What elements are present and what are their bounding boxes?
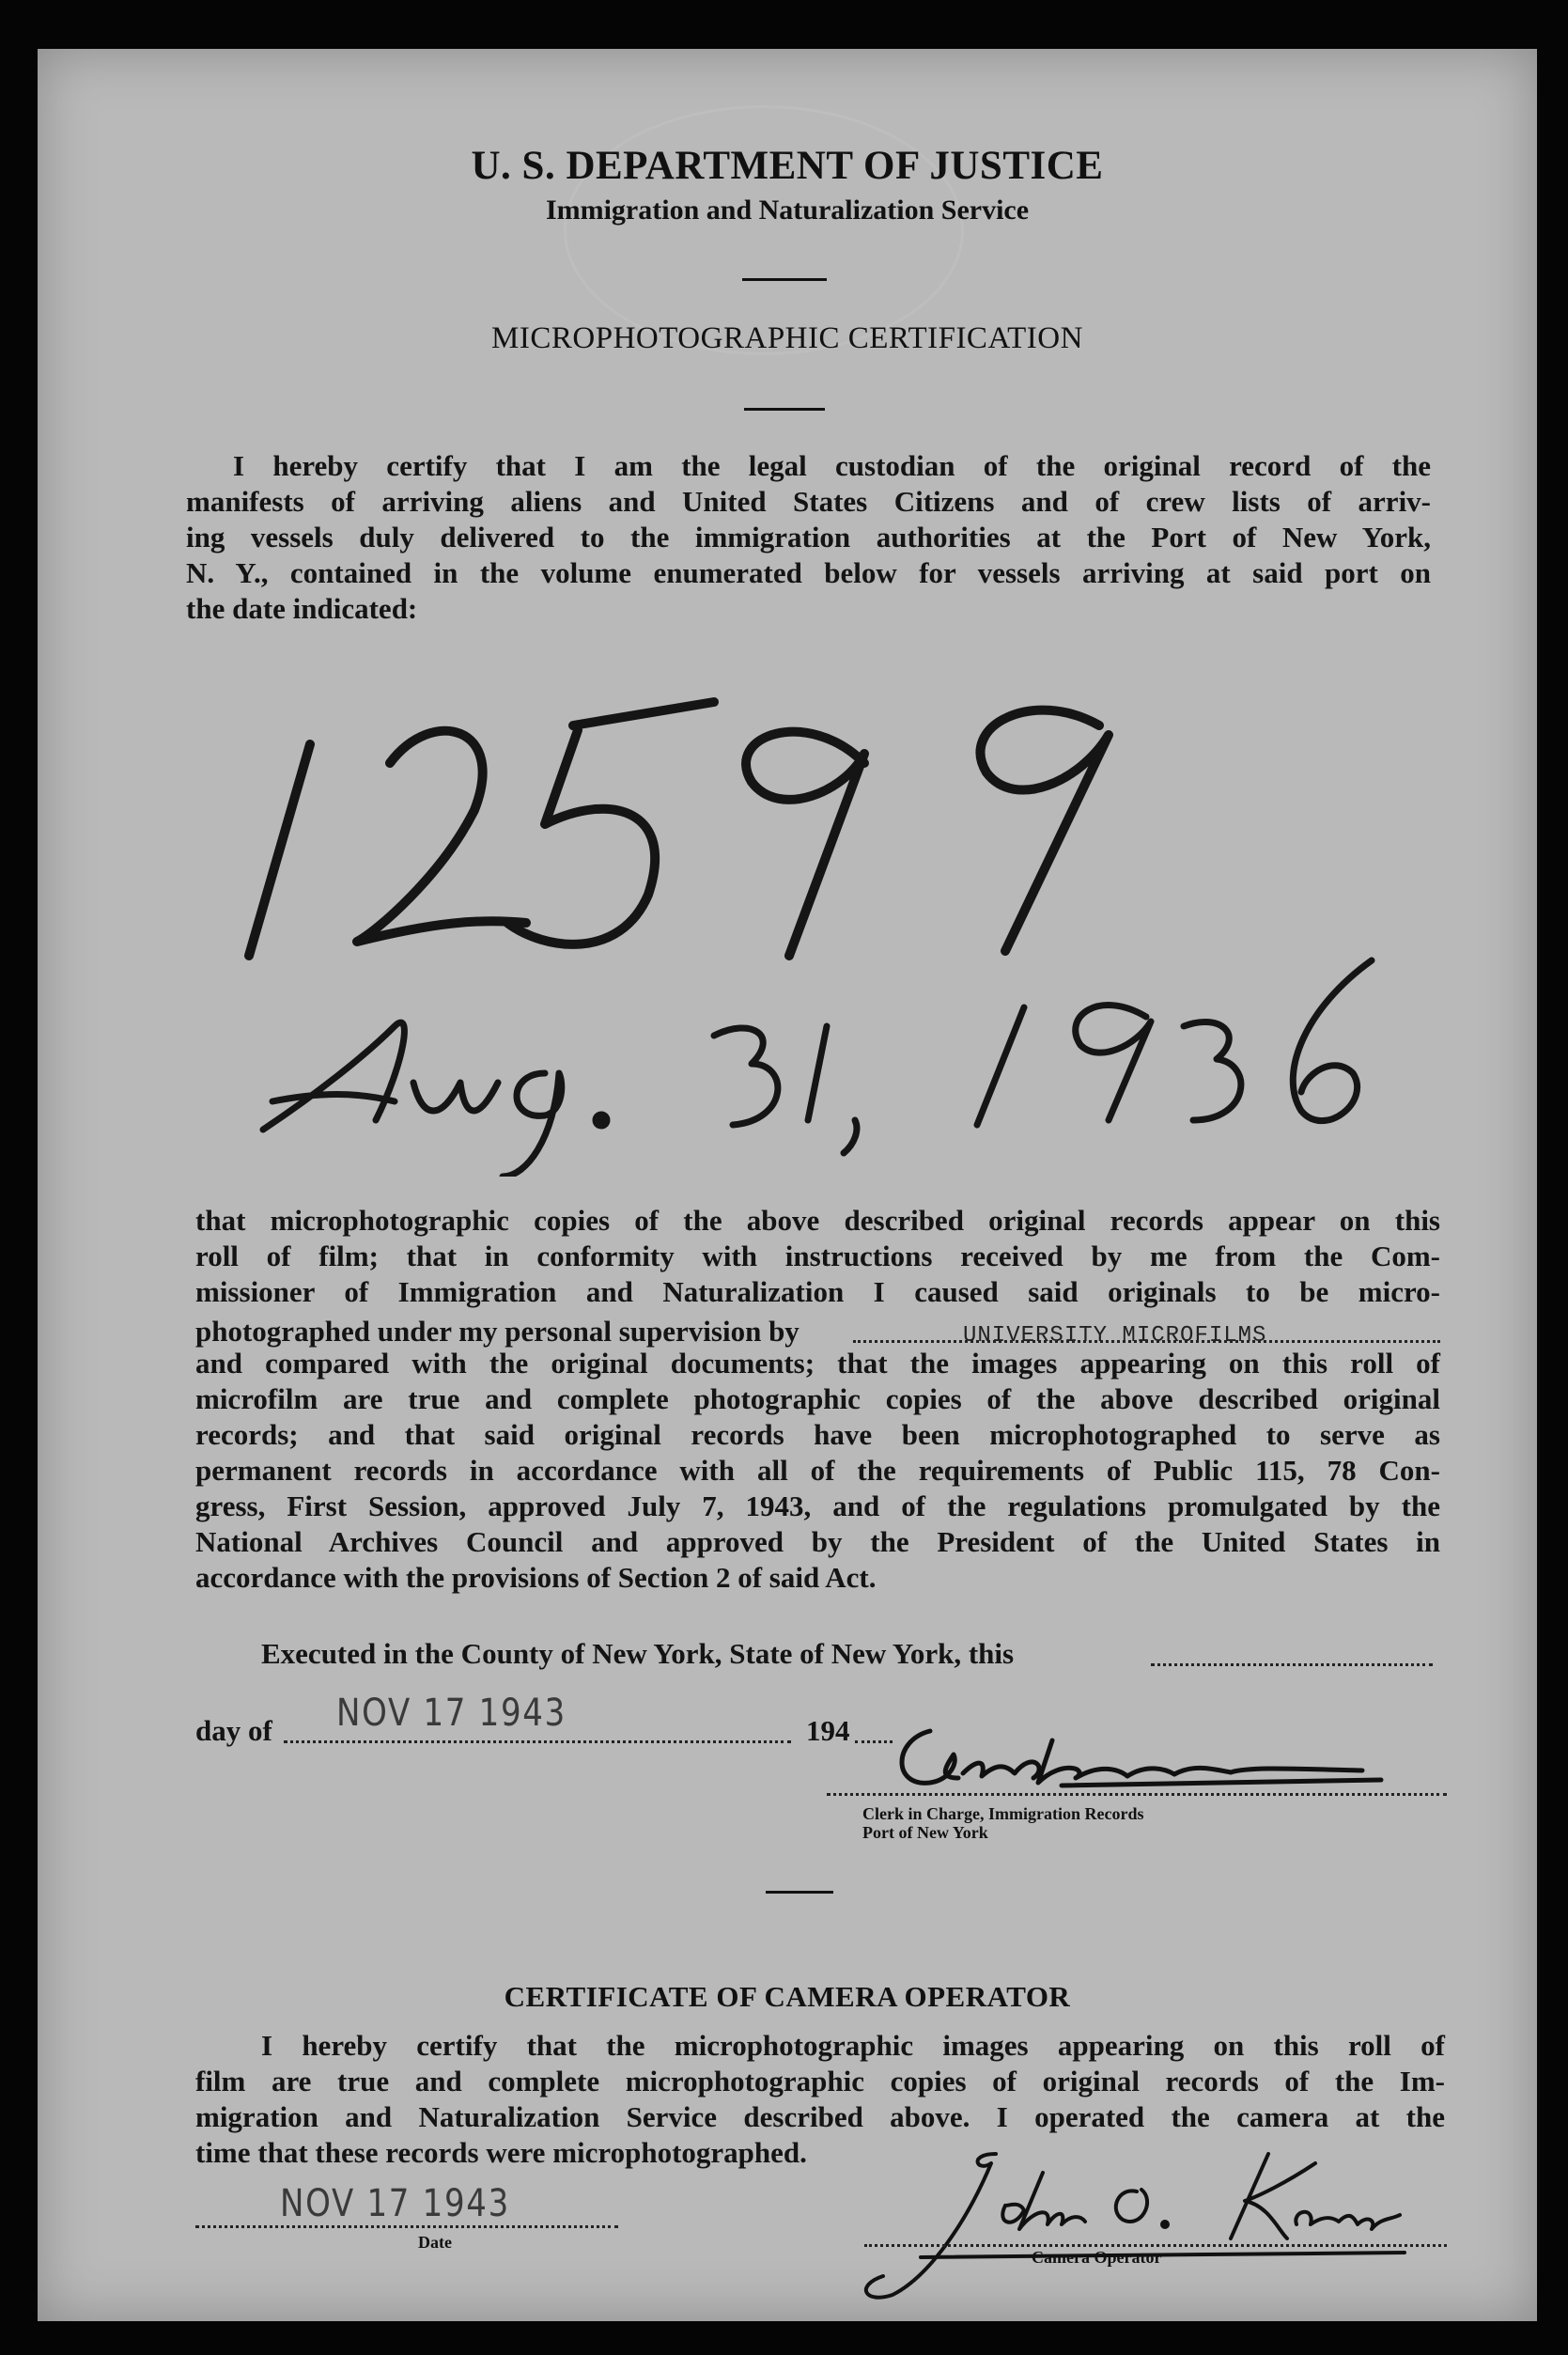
typed-company-name: UNIVERSITY MICROFILMS xyxy=(963,1323,1267,1349)
certificate-page xyxy=(38,49,1537,2321)
divider xyxy=(744,408,825,411)
body-line: roll of film; that in conformity with instructions received by me from the Com- xyxy=(195,1240,1440,1272)
handwritten-volume-number xyxy=(38,650,1537,1177)
body-line: records; and that said original records have been microphotographed to serve as xyxy=(195,1418,1440,1451)
intro-line: I hereby certify that I am the legal custodian of the original record of the xyxy=(233,449,1431,482)
intro-line: manifests of arriving aliens and United States Citizens and of crew lists of arriv- xyxy=(186,485,1431,518)
divider xyxy=(766,1891,833,1894)
day-of-label: day of xyxy=(195,1714,272,1747)
camera-line: film are true and complete microphotographic copies of original records of the Im- xyxy=(195,2065,1445,2098)
signature-dotted-line xyxy=(864,2244,1447,2247)
body-line: accordance with the provisions of Section 2 of said Act. xyxy=(195,1561,877,1594)
year-prefix: 194 xyxy=(806,1714,850,1747)
dotted-fill-line xyxy=(284,1740,791,1743)
camera-line: I hereby certify that the microphotographic images appearing on this roll of xyxy=(261,2029,1445,2062)
operator-date-stamp: NOV 17 1943 xyxy=(280,2182,510,2225)
clerk-title xyxy=(862,1804,1143,1842)
body-line: that microphotographic copies of the above described original records appear on this xyxy=(195,1204,1440,1237)
body-line: National Archives Council and approved by the President of the United States in xyxy=(195,1525,1440,1558)
clerk-signature xyxy=(874,1712,1400,1816)
body-paragraph xyxy=(195,1203,1440,1596)
camera-line: time that these records were microphotographed. xyxy=(195,2136,807,2169)
camera-certificate-title: CERTIFICATE OF CAMERA OPERATOR xyxy=(504,1980,1071,2013)
department-heading: U. S. DEPARTMENT OF JUSTICE xyxy=(471,144,1104,188)
camera-line: migration and Naturalization Service described above. I operated the camera at the xyxy=(195,2100,1445,2133)
intro-paragraph xyxy=(186,448,1431,627)
intro-line: the date indicated: xyxy=(186,592,418,625)
dotted-fill-line xyxy=(1151,1663,1433,1666)
signature-dotted-line xyxy=(827,1793,1447,1796)
body-line: permanent records in accordance with all of the requirements of Public 115, 78 Con- xyxy=(195,1454,1440,1487)
service-subheading: Immigration and Naturalization Service xyxy=(545,195,1030,226)
intro-line: ing vessels duly delivered to the immigration authorities at the Port of New York, xyxy=(186,521,1431,554)
divider xyxy=(742,278,827,281)
camera-operator-signature xyxy=(827,2135,1409,2314)
body-line: microfilm are true and complete photographic copies of the above described original xyxy=(195,1382,1440,1415)
body-line: and compared with the original documents; that the images appearing on this roll of xyxy=(195,1347,1440,1380)
camera-operator-label: Camera Operator xyxy=(1032,2248,1162,2267)
clerk-title-line: Clerk in Charge, Immigration Records xyxy=(862,1804,1144,1823)
date-label: Date xyxy=(418,2233,452,2252)
body-line: photographed under my personal supervision by xyxy=(195,1315,800,1348)
executed-text: Executed in the County of New York, State of New York, this xyxy=(261,1637,1015,1670)
clerk-title-line: Port of New York xyxy=(862,1823,988,1842)
date-dotted-line xyxy=(195,2225,618,2228)
certification-title: MICROPHOTOGRAPHIC CERTIFICATION xyxy=(491,321,1083,355)
body-line: gress, First Session, approved July 7, 1943, and of the regulations promulgated by the xyxy=(195,1489,1440,1522)
date-stamp: NOV 17 1943 xyxy=(336,1692,567,1735)
body-line: missioner of Immigration and Naturalization I caused said originals to be micro- xyxy=(195,1275,1440,1308)
intro-line: N. Y., contained in the volume enumerated below for vessels arriving at said port on xyxy=(186,556,1431,589)
